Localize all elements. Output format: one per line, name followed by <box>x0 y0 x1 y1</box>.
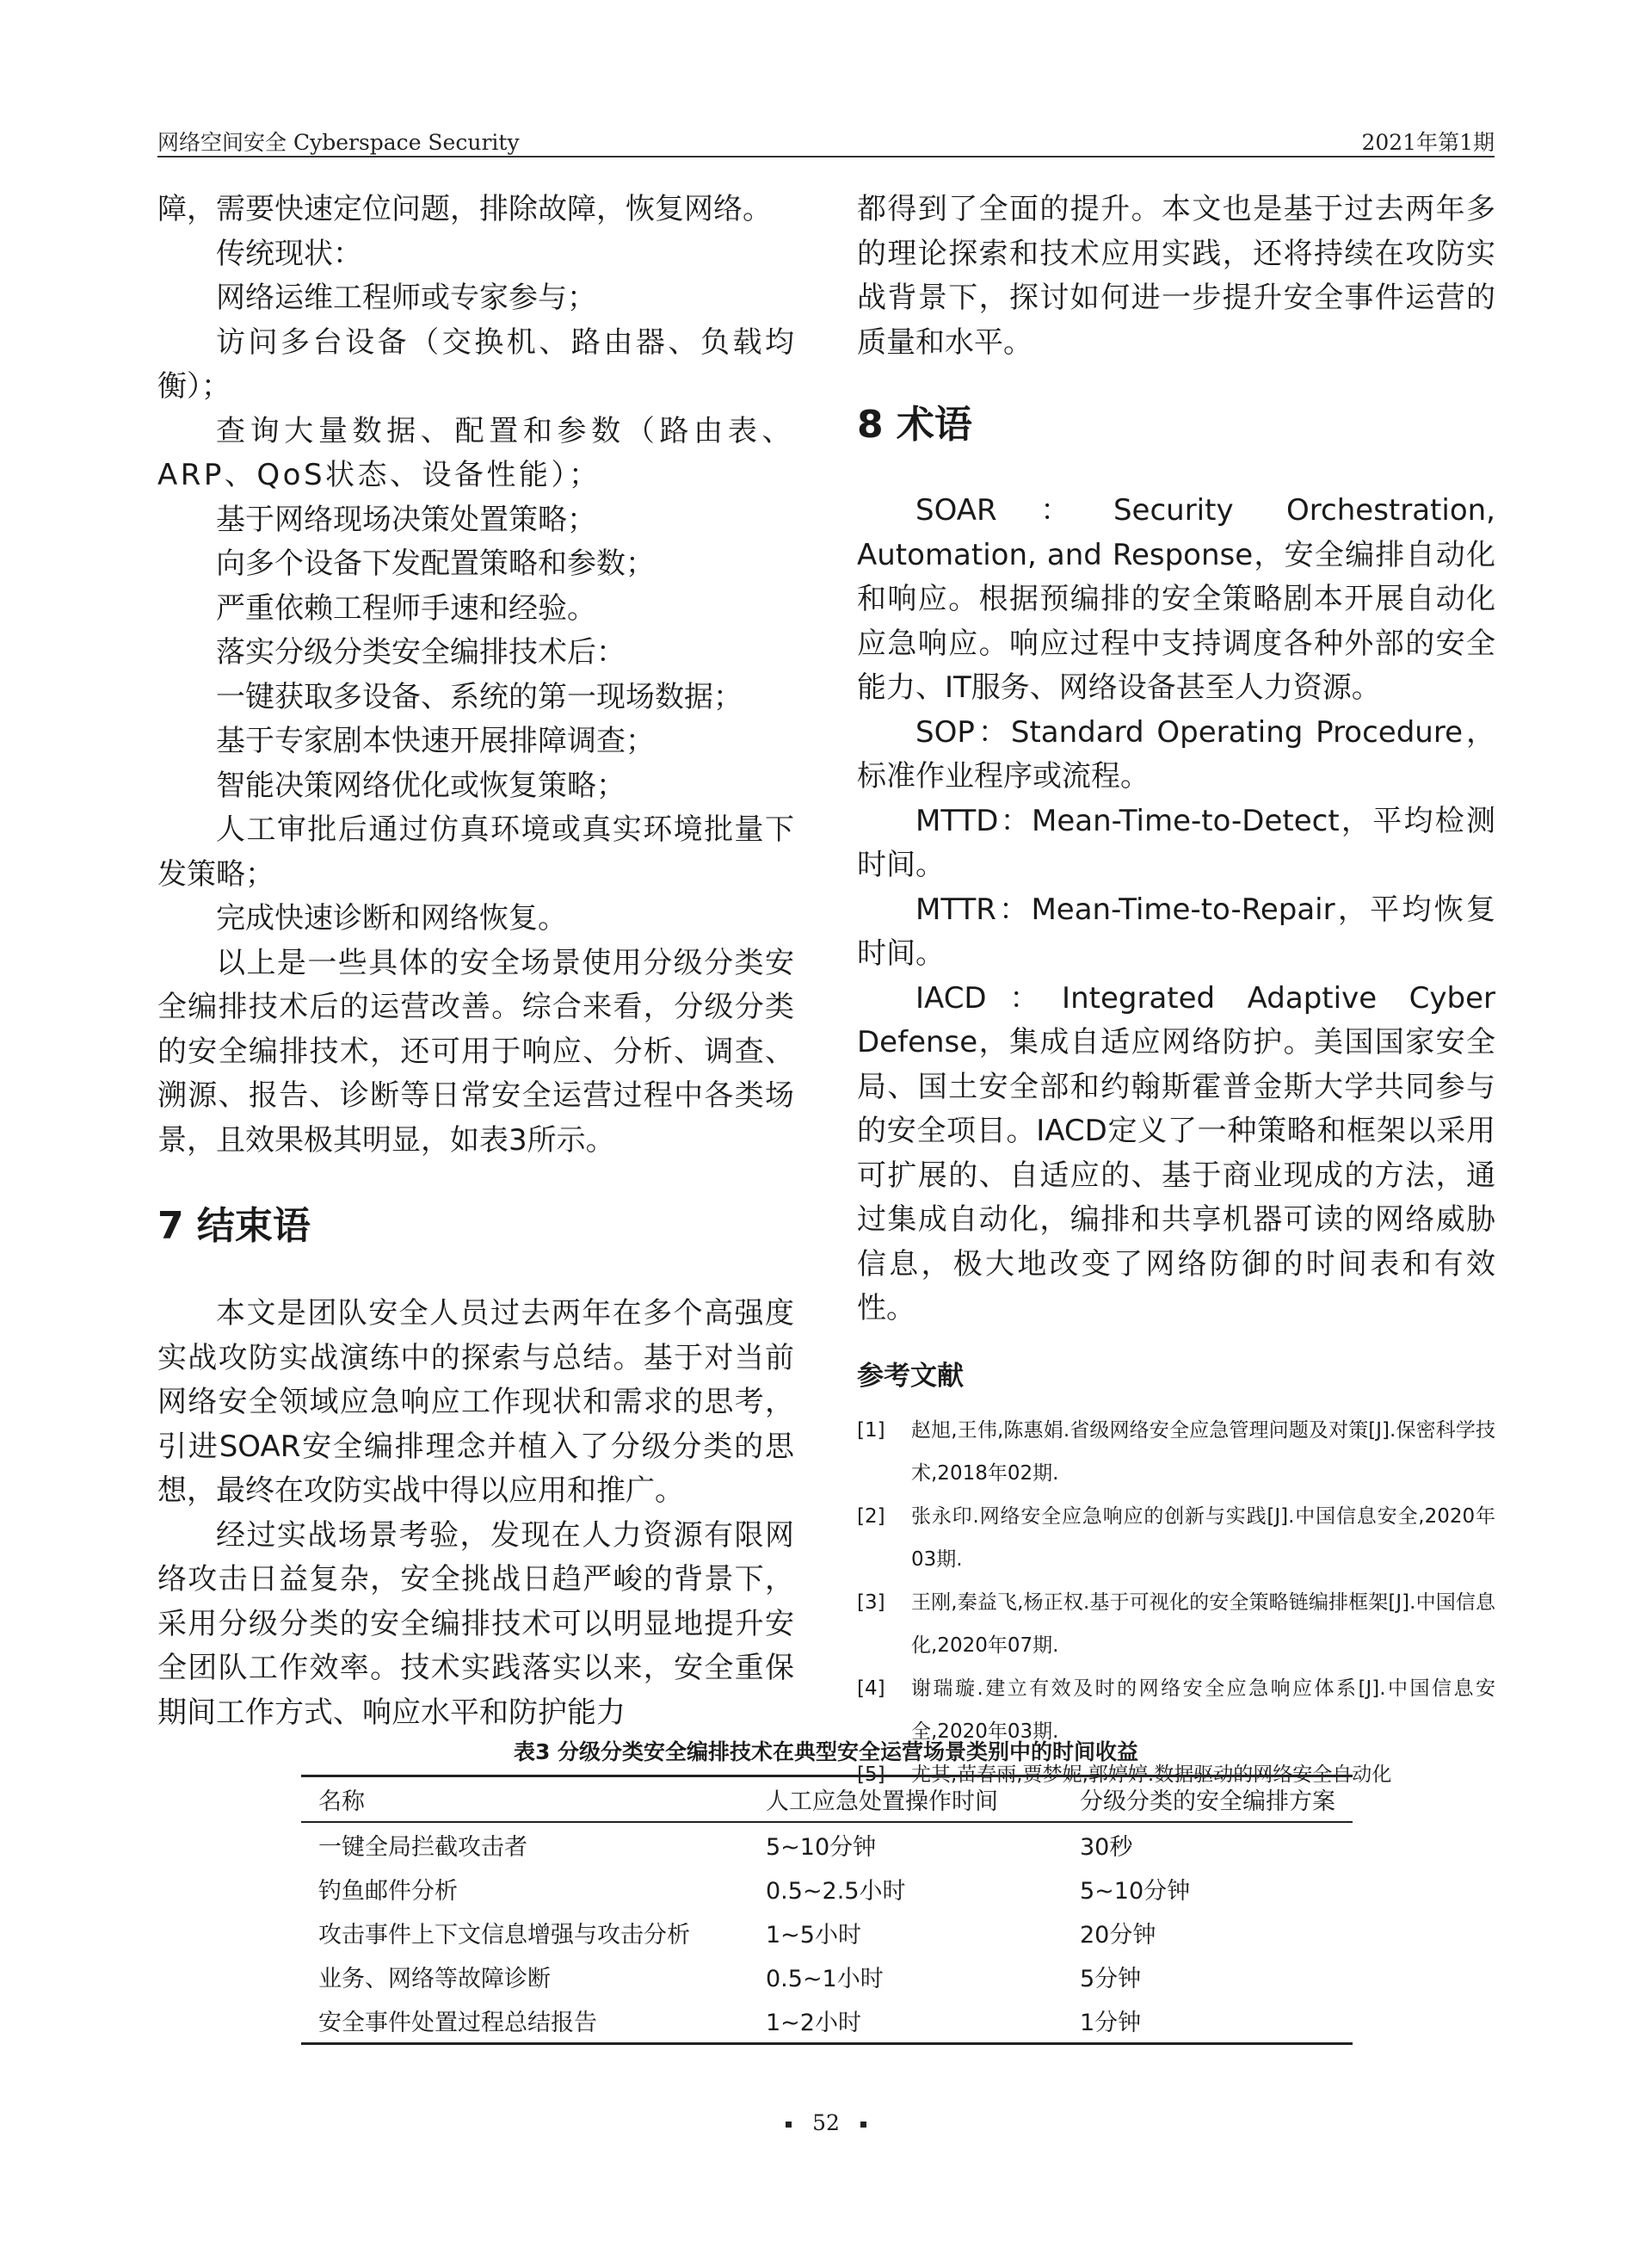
reference-number: [1] <box>857 1418 885 1442</box>
paragraph: 障，需要快速定位问题，排除故障，恢复网络。 <box>157 192 772 226</box>
reference-item <box>857 1495 1495 1581</box>
table-cell: 1~2小时 <box>766 2010 861 2036</box>
term-definition: MTTD：Mean-Time-to-Detect，平均检测时间。 <box>857 803 1495 882</box>
paragraph: 以上是一些具体的安全场景使用分级分类安全编排技术后的运营改善。综合来看，分级分类的安全编排技术，还可用于响应、分析、调查、溯源、报告、诊断等日常安全运营过程中各类场景，且效果极其明显，如表3所示。 <box>157 945 794 1158</box>
page-number <box>0 2110 1652 2135</box>
list-item: 完成快速诊断和网络恢复。 <box>216 901 567 936</box>
table-cell: 0.5~2.5小时 <box>766 1878 906 1905</box>
list-label: 传统现状： <box>216 236 362 271</box>
list-item: 基于网络现场决策处置策略； <box>216 502 596 537</box>
table-cell: 业务、网络等故障诊断 <box>318 1966 551 1992</box>
right-column <box>857 188 1495 1796</box>
issue-label: 2021年第1期 <box>1361 130 1495 155</box>
term-definition: IACD：Integrated Adaptive Cyber Defense，集成自适应网络防护。美国国家安全局、国土安全部和约翰斯霍普金斯大学共同参与的安全项目。IACD定义了一种策略和框架以采用可扩展的、自适应的、基于商业现成的方法，通过集成自动化，编排和共享机器可读的网络威胁信息，极大地改变了网络防御的时间表和有效性。 <box>857 980 1495 1325</box>
square-bullet-icon <box>860 2122 866 2128</box>
reference-number: [3] <box>857 1590 885 1614</box>
table-cell: 钓鱼邮件分析 <box>318 1878 458 1905</box>
reference-text: 谢瑞璇.建立有效及时的网络安全应急响应体系[J].中国信息安全,2020年03期. <box>911 1677 1495 1743</box>
header-rule <box>157 156 1495 157</box>
table-row <box>301 1998 1353 2044</box>
references-title: 参考文献 <box>857 1360 964 1392</box>
reference-item <box>857 1409 1495 1495</box>
left-column <box>157 188 794 1735</box>
table-cell: 5分钟 <box>1080 1966 1142 1992</box>
journal-name: 网络空间安全 Cyberspace Security <box>157 130 520 155</box>
list-item: 网络运维工程师或专家参与； <box>216 281 596 315</box>
table-cell: 一键全局拦截攻击者 <box>318 1834 527 1861</box>
paragraph: 本文是团队安全人员过去两年在多个高强度实战攻防实战演练中的探索与总结。基于对当前网络安全领域应急响应工作现状和需求的思考，引进SOAR安全编排理念并植入了分级分类的思想，最终在攻防实战中得以应用和推广。 <box>157 1296 794 1508</box>
reference-item <box>857 1581 1495 1667</box>
table-header-row <box>301 1776 1353 1823</box>
reference-number: [2] <box>857 1504 885 1528</box>
table-cell: 5~10分钟 <box>1080 1878 1191 1905</box>
table-cell: 0.5~1小时 <box>766 1966 884 1992</box>
paragraph: 经过实战场景考验，发现在人力资源有限网络攻击日益复杂，安全挑战日趋严峻的背景下，采用分级分类的安全编排技术可以明显地提升安全团队工作效率。技术实践落实以来，安全重保期间工作方式、响应水平和防护能力 <box>157 1517 794 1730</box>
column-header: 名称 <box>318 1788 365 1815</box>
list-item: 访问多台设备（交换机、路由器、负载均衡）； <box>157 324 794 404</box>
reference-text: 赵旭,王伟,陈惠娟.省级网络安全应急管理问题及对策[J].保密科学技术,2018年02期. <box>911 1418 1495 1485</box>
table-cell: 1~5小时 <box>766 1922 861 1949</box>
table-cell: 安全事件处置过程总结报告 <box>318 2010 597 2036</box>
list-item: 一键获取多设备、系统的第一现场数据； <box>216 679 743 714</box>
running-header <box>157 117 1495 157</box>
table-caption: 表3 分级分类安全编排技术在典型安全运营场景类别中的时间收益 <box>513 1739 1139 1764</box>
term-definition: MTTR：Mean-Time-to-Repair，平均恢复时间。 <box>857 892 1495 971</box>
term-definition: SOP：Standard Operating Procedure，标准作业程序或流程。 <box>857 714 1495 794</box>
column-header: 分级分类的安全编排方案 <box>1080 1788 1335 1815</box>
reference-text: 尤其,苗春雨,贾梦妮,郭婷婷.数据驱动的网络安全自动化 <box>911 1763 1392 1786</box>
list-item: 基于专家剧本快速开展排障调查； <box>216 724 655 758</box>
term-definition: SOAR：Security Orchestration, Automation, and Response，安全编排自动化和响应。根据预编排的安全策略剧本开展自动化应急响应。响应过程中支持调度各种外部的安全能力、IT服务、网络设备甚至人力资源。 <box>857 493 1495 705</box>
list-item: 向多个设备下发配置策略和参数； <box>216 547 655 581</box>
table-cell: 5~10分钟 <box>766 1834 877 1861</box>
section-heading: 7 结束语 <box>157 1204 311 1248</box>
list-label: 落实分级分类安全编排技术后： <box>216 635 626 670</box>
list-item: 查询大量数据、配置和参数（路由表、ARP、QoS状态、设备性能）； <box>157 413 794 492</box>
table-cell: 攻击事件上下文信息增强与攻击分析 <box>318 1922 690 1949</box>
list-item: 严重依赖工程师手速和经验。 <box>216 590 596 626</box>
list-item: 人工审批后通过仿真环境或真实环境批量下发策略； <box>157 812 794 892</box>
reference-number: [4] <box>857 1677 885 1700</box>
table-cell: 1分钟 <box>1080 2010 1142 2036</box>
square-bullet-icon <box>786 2122 792 2128</box>
table-row <box>301 1867 1353 1911</box>
page-number-text: 52 <box>812 2110 840 2135</box>
reference-number: [5] <box>857 1763 885 1786</box>
reference-text: 张永印.网络安全应急响应的创新与实践[J].中国信息安全,2020年03期. <box>911 1504 1495 1571</box>
table-row <box>301 1911 1353 1955</box>
column-header: 人工应急处置操作时间 <box>766 1788 998 1815</box>
table-cell: 30秒 <box>1080 1834 1133 1861</box>
table-row <box>301 1822 1353 1867</box>
table-cell: 20分钟 <box>1080 1922 1156 1949</box>
reference-text: 王刚,秦益飞,杨正权.基于可视化的安全策略链编排框架[J].中国信息化,2020年07期. <box>911 1590 1495 1657</box>
paragraph: 都得到了全面的提升。本文也是基于过去两年多的理论探索和技术应用实践，还将持续在攻防实战背景下，探讨如何进一步提升安全事件运营的质量和水平。 <box>857 192 1495 360</box>
time-benefit-table <box>301 1775 1353 2045</box>
list-item: 智能决策网络优化或恢复策略； <box>216 768 626 803</box>
section-heading: 8 术语 <box>857 403 972 447</box>
table-row <box>301 1955 1353 1998</box>
